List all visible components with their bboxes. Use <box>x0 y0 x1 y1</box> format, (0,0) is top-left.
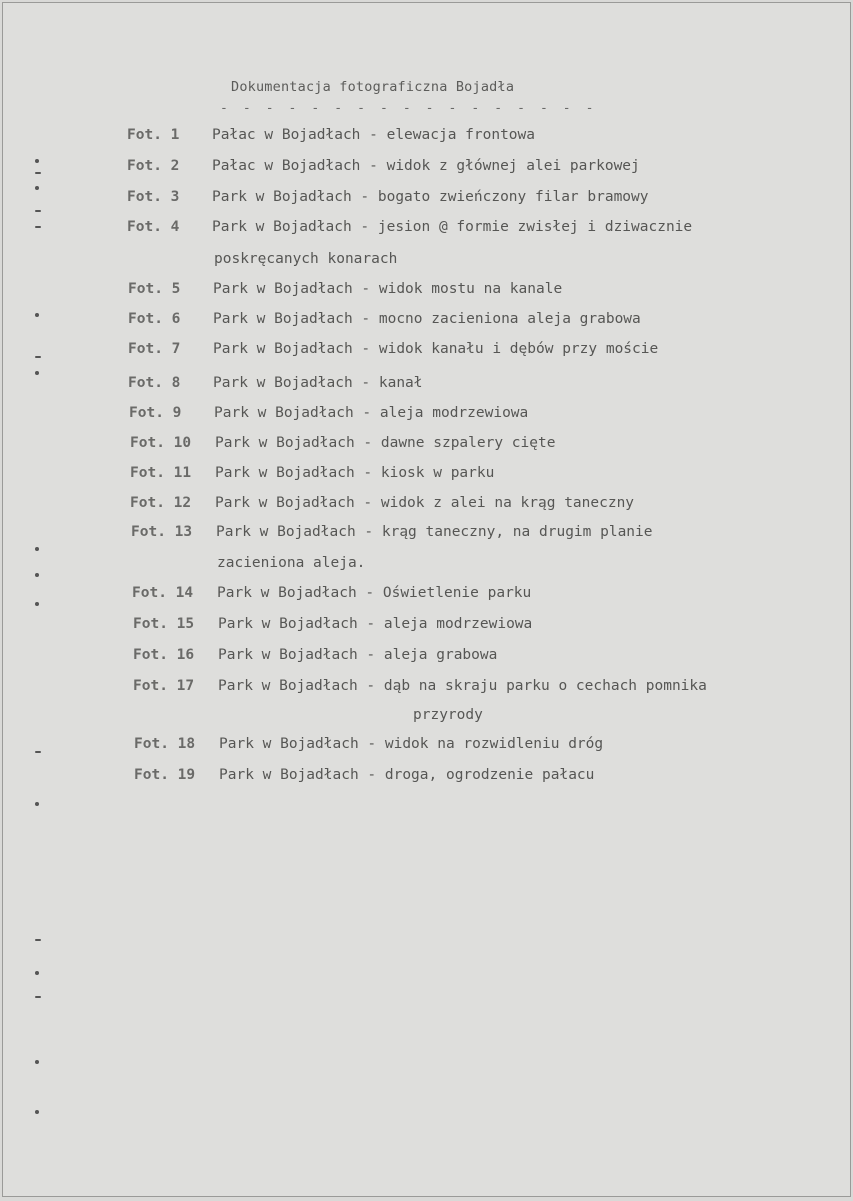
photo-label: Fot. 10 <box>130 435 192 451</box>
list-item <box>3 189 850 219</box>
scan-mark <box>35 1110 39 1114</box>
list-item <box>3 219 850 249</box>
scan-mark <box>35 602 39 606</box>
photo-description-continuation: poskręcanych konarach <box>214 251 398 267</box>
photo-label: Fot. 17 <box>133 678 195 694</box>
photo-description: Pałac w Bojadłach - elewacja frontowa <box>212 127 536 143</box>
photo-label: Fot. 15 <box>133 616 195 632</box>
scan-mark <box>35 939 41 941</box>
photo-description: Park w Bojadłach - widok mostu na kanale <box>213 281 563 297</box>
photo-label: Fot. 8 <box>128 375 181 391</box>
scan-mark <box>35 751 41 753</box>
photo-description: Pałac w Bojadłach - widok z głównej alei parkowej <box>212 158 640 174</box>
title-underline: - - - - - - - - - - - - - - - - - <box>220 101 598 116</box>
list-item <box>3 495 850 525</box>
photo-description: Park w Bojadłach - mocno zacieniona aleja grabowa <box>213 311 641 327</box>
scan-mark <box>35 210 41 212</box>
photo-description: Park w Bojadłach - Oświetlenie parku <box>217 585 532 601</box>
photo-label: Fot. 13 <box>131 524 193 540</box>
photo-label: Fot. 2 <box>127 158 180 174</box>
document-page <box>2 2 851 1197</box>
list-item <box>3 281 850 311</box>
list-item <box>3 465 850 495</box>
photo-label: Fot. 6 <box>128 311 181 327</box>
scan-mark <box>35 802 39 806</box>
scan-mark <box>35 371 39 375</box>
photo-label: Fot. 14 <box>132 585 194 601</box>
photo-label: Fot. 1 <box>127 127 180 143</box>
list-item <box>3 767 850 797</box>
list-item <box>3 616 850 646</box>
photo-description: Park w Bojadłach - aleja grabowa <box>218 647 498 663</box>
photo-label: Fot. 3 <box>127 189 180 205</box>
photo-description: Park w Bojadłach - kiosk w parku <box>215 465 495 481</box>
list-item <box>3 435 850 465</box>
photo-description: Park w Bojadłach - krąg taneczny, na drugim planie <box>216 524 653 540</box>
scan-mark <box>35 547 39 551</box>
scan-mark <box>35 573 39 577</box>
photo-description: Park w Bojadłach - widok kanału i dębów przy moście <box>213 341 659 357</box>
scan-mark <box>35 186 39 190</box>
list-item <box>3 524 850 554</box>
photo-description: Park w Bojadłach - kanał <box>213 375 423 391</box>
photo-label: Fot. 5 <box>128 281 181 297</box>
list-item <box>3 375 850 405</box>
photo-label: Fot. 18 <box>134 736 196 752</box>
scan-mark <box>35 996 41 998</box>
photo-description: Park w Bojadłach - widok na rozwidleniu dróg <box>219 736 604 752</box>
photo-description: Park w Bojadłach - bogato zwieńczony filar bramowy <box>212 189 649 205</box>
scan-mark <box>35 313 39 317</box>
scan-mark <box>35 226 41 228</box>
list-item <box>3 405 850 435</box>
photo-label: Fot. 19 <box>134 767 196 783</box>
list-item <box>3 158 850 188</box>
photo-label: Fot. 12 <box>130 495 192 511</box>
photo-description: Park w Bojadłach - droga, ogrodzenie pałacu <box>219 767 595 783</box>
list-item <box>3 647 850 677</box>
photo-description: Park w Bojadłach - dawne szpalery cięte <box>215 435 556 451</box>
list-item <box>3 127 850 157</box>
photo-label: Fot. 9 <box>129 405 182 421</box>
list-item <box>3 736 850 766</box>
list-item <box>3 678 850 708</box>
photo-label: Fot. 7 <box>128 341 181 357</box>
photo-description: Park w Bojadłach - aleja modrzewiowa <box>218 616 533 632</box>
photo-description: Park w Bojadłach - dąb na skraju parku o cechach pomnika <box>218 678 707 694</box>
photo-label: Fot. 16 <box>133 647 195 663</box>
scan-mark <box>35 356 41 358</box>
photo-description-continuation: przyrody <box>413 707 483 723</box>
scan-mark <box>35 1060 39 1064</box>
document-title: Dokumentacja fotograficzna Bojadła <box>231 79 515 95</box>
photo-label: Fot. 11 <box>130 465 192 481</box>
list-item <box>3 311 850 341</box>
scan-mark <box>35 159 39 163</box>
scan-mark <box>35 172 41 174</box>
scan-mark <box>35 971 39 975</box>
list-item <box>3 585 850 615</box>
photo-label: Fot. 4 <box>127 219 180 235</box>
photo-description: Park w Bojadłach - widok z alei na krąg taneczny <box>215 495 635 511</box>
photo-description-continuation: zacieniona aleja. <box>217 555 366 571</box>
list-item <box>3 341 850 371</box>
photo-description: Park w Bojadłach - aleja modrzewiowa <box>214 405 529 421</box>
photo-description: Park w Bojadłach - jesion @ formie zwisłej i dziwacznie <box>212 219 693 235</box>
